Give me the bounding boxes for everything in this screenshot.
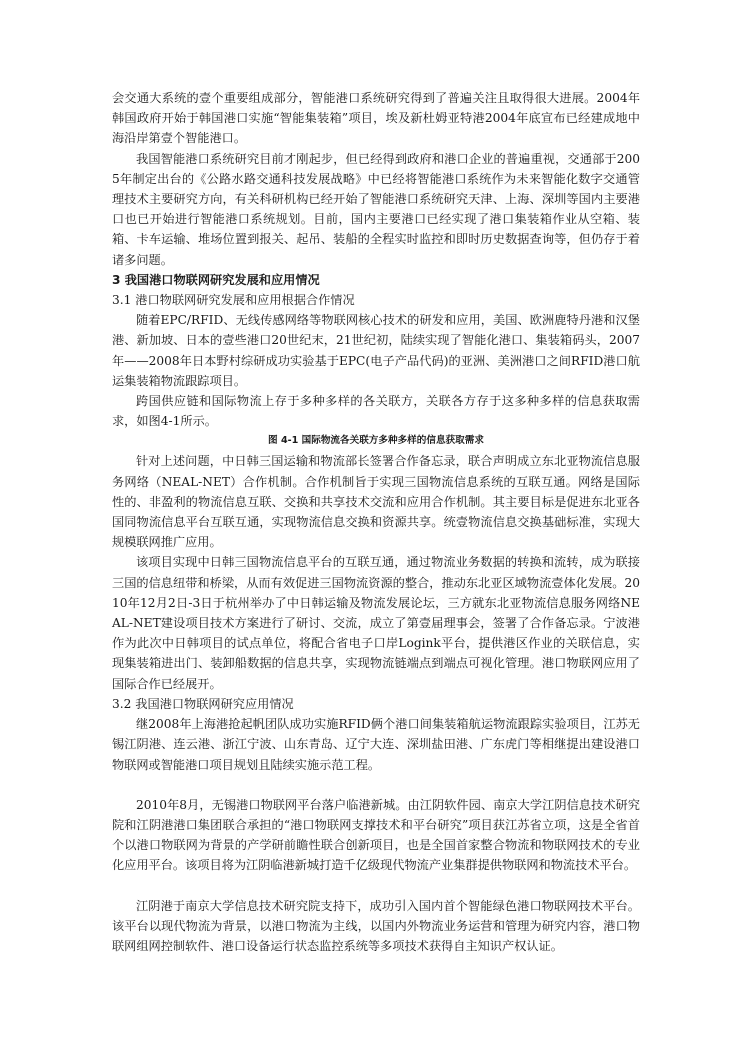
figure-caption: 图 4-1 国际物流各关联方多种多样的信息获取需求 bbox=[268, 435, 484, 447]
subsection-heading-3-2: 3.2 我国港口物联网研究应用情况 bbox=[112, 696, 294, 711]
paragraph-4: 跨国供应链和国际物流上存于多种多样的各关联方，关联各方存于这多种多样的信息获取需求，如图4-1所示。 bbox=[112, 394, 640, 429]
section-heading-3: 3 我国港口物联网研究发展和应用情况 bbox=[112, 272, 320, 287]
paragraph-8: 2010年8月，无锡港口物联网平台落户临港新城。由江阴软件园、南京大学江阴信息技术研究院和江阴港港口集团联合承担的“港口物联网支撑技术和平台研究”项目获江苏省立项，这是全省首个以港口物联网为背景的产学研前瞻性联合创新项目，也是全国首家整合物流和物联网技术的专业化应用平台。该项目将为江阴临港新城打造千亿级现代物流产业集群提供物联网和物流技术平台。 bbox=[112, 797, 640, 873]
paragraph-9: 江阴港于南京大学信息技术研究院支持下，成功引入国内首个智能绿色港口物联网技术平台。该平台以现代物流为背景，以港口物流为主线，以国内外物流业务运营和管理为研究内容，港口物联网组网控制软件、港口设备运行状态监控系统等多项技术获得自主知识产权认证。 bbox=[112, 898, 640, 953]
paragraph-5: 针对上述问题，中日韩三国运输和物流部长签署合作备忘录，联合声明成立东北亚物流信息服务网络（NEAL-NET）合作机制。合作机制旨于实现三国物流信息系统的互联互通。网络是国际性的、非盈利的物流信息互联、交换和共享技术交流和应用合作机制。其主要目标是促进东北亚各国同物流信息平台互联互通，实现物流信息交换和资源共享。统壹物流信息交换基础标准，实现大规模联网推广应用。 bbox=[112, 454, 640, 550]
spacer bbox=[112, 876, 640, 896]
paragraph-6: 该项目实现中日韩三国物流信息平台的互联互通，通过物流业务数据的转换和流转，成为联接三国的信息纽带和桥梁，从而有效促进三国物流资源的整合，推动东北亚区域物流壹体化发展。2010年12月2日-3日于杭州举办了中日韩运输及物流发展论坛，三方就东北亚物流信息服务网络NEAL-NET建设项目技术方案进行了研讨、交流，成立了第壹届理事会，签署了合作备忘录。宁波港作为此次中日韩项目的试点单位，将配合省电子口岸Logink平台，提供港区作业的关联信息，实现集装箱进出门、装卸船数据的信息共享，实现物流链端点到端点可视化管理。港口物联网应用了国际合作已经展开。 bbox=[112, 555, 640, 691]
paragraph-1: 会交通大系统的壹个重要组成部分，智能港口系统研究得到了普遍关注且取得很大进展。2004年韩国政府开始于韩国港口实施“智能集装箱”项目，埃及新杜姆亚特港2004年底宣布已经建成地中海沿岸第壹个智能港口。 bbox=[112, 91, 640, 146]
subsection-heading-3-1: 3.1 港口物联网研究发展和应用根据合作情况 bbox=[112, 293, 355, 308]
paragraph-3: 随着EPC/RFID、无线传感网络等物联网核心技术的研发和应用，美国、欧洲鹿特丹港和汉堡港、新加坡、日本的壹些港口20世纪末，21世纪初，陆续实现了智能化港口、集装箱码头，2007年——2008年日本野村综研成功实验基于EPC(电子产品代码)的亚洲、美洲港口之间RFID港口航运集装箱物流跟踪项目。 bbox=[112, 313, 640, 388]
document-page bbox=[112, 88, 640, 956]
paragraph-2: 我国智能港口系统研究目前才刚起步，但已经得到政府和港口企业的普遍重视，交通部于2005年制定出台的《公路水路交通科技发展战略》中已经将智能港口系统作为未来智能化数字交通管理技术主要研究方向，有关科研机构已经开始了智能港口系统研究天津、上海、深圳等国内主要港口也已开始进行智能港口系统规划。目前，国内主要港口已经实现了港口集装箱作业从空箱、装箱、卡车运输、堆场位置到报关、起吊、装船的全程实时监控和即时历史数据查询等，但仍存于着诸多问题。 bbox=[112, 151, 640, 267]
spacer bbox=[112, 775, 640, 795]
paragraph-7: 继2008年上海港抢起帆团队成功实施RFID俩个港口间集装箱航运物流跟踪实验项目，江苏无锡江阴港、连云港、浙江宁波、山东青岛、辽宁大连、深圳盐田港、广东虎门等相继提出建设港口物联网或智能港口项目规划且陆续实施示范工程。 bbox=[112, 717, 640, 772]
